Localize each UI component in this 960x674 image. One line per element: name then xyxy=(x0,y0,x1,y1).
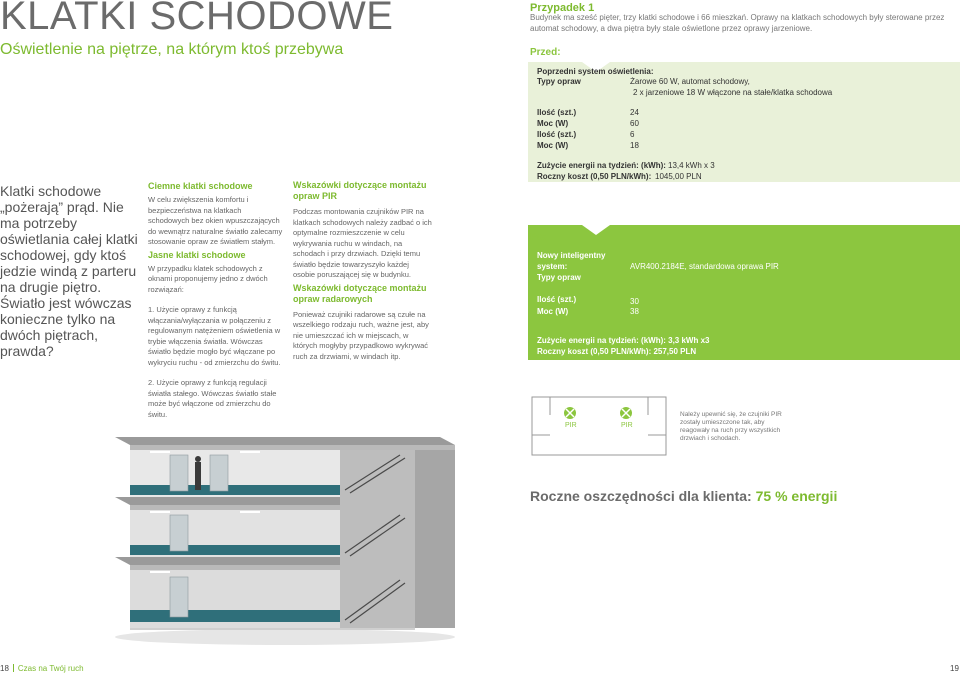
case-description: Budynek ma sześć pięter, trzy klatki schodowe i 66 mieszkań. Oprawy na klatkach schodowych były sterowane przez automat schodowy, a dwa piętra były stale oświetlone przez oprawy jarzeniowe. xyxy=(530,13,945,33)
radar-tips-heading: Wskazówki dotyczące montażu opraw radarowych xyxy=(293,282,427,304)
pir-tips-heading: Wskazówki dotyczące montażu opraw PIR xyxy=(293,180,427,201)
pir-label: PIR xyxy=(565,422,577,429)
after-qty-label: Ilość (szt.) xyxy=(537,295,577,304)
before-row-value: 18 xyxy=(630,141,639,150)
building-illustration xyxy=(110,415,460,645)
diagram-note: Należy upewnić się, że czujniki PIR zostały umieszczone tak, aby reagowały na ruch przy wszystkich drzwiach i schodach. xyxy=(680,411,782,442)
page-number-left: 18 xyxy=(0,664,9,673)
before-types-line1: Żarowe 60 W, automat schodowy, xyxy=(630,77,750,86)
before-row-value: 60 xyxy=(630,119,639,128)
after-power-label: Moc (W) xyxy=(537,307,569,316)
case-title: Przypadek 1 xyxy=(530,2,595,14)
before-cost-value: 1045,00 PLN xyxy=(655,172,702,181)
before-types-label: Typy opraw xyxy=(537,77,581,86)
before-types-line2: 2 x jarzeniowe 18 W włączone na stałe/klatka schodowa xyxy=(633,88,833,97)
before-row-value: 6 xyxy=(630,130,635,139)
after-label: Po: xyxy=(530,232,547,243)
before-cost-label: Roczny koszt (0,50 PLN/kWh): xyxy=(537,172,652,181)
dark-stairwells-heading: Ciemne klatki schodowe xyxy=(148,181,253,191)
bright-stairwells-heading: Jasne klatki schodowe xyxy=(148,249,246,260)
dark-stairwells-text: W celu zwiększenia komfortu i bezpieczeństwa na klatkach schodowych bez okien wpuszczających do wewnątrz naturalne światło zalecamy stosowanie opraw ze światłem stałym. xyxy=(148,195,283,246)
bright-stairwells-text: W przypadku klatek schodowych z oknami proponujemy jedno z dwóch rozwiązań: xyxy=(148,263,268,294)
before-label: Przed: xyxy=(530,47,561,58)
after-cost-line: Roczny koszt (0,50 PLN/kWh): 257,50 PLN xyxy=(537,347,697,356)
after-energy-line: Zużycie energii na tydzień: (kWh): 3,3 kWh x3 xyxy=(537,336,710,345)
after-power-value: 38 xyxy=(630,307,639,316)
pir-tips-text: Podczas montowania czujników PIR na klatkach schodowych należy zadbać o ich optymalne rozmieszczenie w celu wykrywania ruchu w windach, na schodach i przy drzwiach. Dzięki temu światło będzie towarzyszyło każdej osobie poruszającej się w budynku. xyxy=(293,207,432,279)
before-row-label: Moc (W) xyxy=(537,141,569,150)
after-new-system-line2: system: xyxy=(537,262,568,271)
intro-question: Klatki schodowe „pożerają” prąd. Nie ma potrzeby oświetlania całej klatki schodowej, gdy ktoś jedzie windą z parteru na drugie piętro. Światło jest wówczas konieczne tylko na dwóch piętrach, prawda? xyxy=(0,183,138,359)
after-qty-value: 30 xyxy=(630,297,639,306)
tips-column-2 xyxy=(293,180,433,362)
pir-placement-diagram xyxy=(530,395,670,460)
before-energy-value: 13,4 kWh x 3 xyxy=(668,161,715,170)
footer-separator xyxy=(13,664,14,672)
footer-section: Czas na Twój ruch xyxy=(17,664,84,673)
after-new-system-line1: Nowy inteligentny xyxy=(537,251,606,260)
page-number-right: 19 xyxy=(950,664,959,673)
after-new-system-value: AVR400.2184E, standardowa oprawa PIR xyxy=(630,262,779,271)
solution-2-text: 2. Użycie oprawy z funkcją regulacji światła stałego. Wówczas światło stałe może być włączone od zmierzchu do świtu. xyxy=(148,378,277,419)
panel-notch xyxy=(582,225,610,235)
pir-sensor-icon xyxy=(564,407,576,419)
page-title: KLATKI SCHODOWE xyxy=(0,0,394,38)
annual-savings xyxy=(530,488,837,504)
pir-label: PIR xyxy=(621,422,633,429)
tips-column-1 xyxy=(148,181,283,420)
savings-value: 75 % energii xyxy=(755,488,838,504)
solution-1-text: 1. Użycie oprawy z funkcją włączania/wyłączania w połączeniu z regulowanym natężeniem oświetlenia w trybie włączenia światła. Wówczas światło będzie mogło być włączane po wykryciu ruchu - od zmierzchu do świtu. xyxy=(148,305,281,367)
before-energy-label: Zużycie energii na tydzień: (kWh): xyxy=(537,161,666,170)
before-row-value: 24 xyxy=(630,108,639,117)
footer-left xyxy=(0,664,84,673)
after-types-label: Typy opraw xyxy=(537,273,581,282)
before-system-heading: Poprzedni system oświetlenia: xyxy=(537,67,654,76)
savings-text: Roczne oszczędności dla klienta: xyxy=(530,488,752,504)
before-row-label: Ilość (szt.) xyxy=(537,108,577,117)
before-row-label: Ilość (szt.) xyxy=(537,130,577,139)
pir-sensor-icon xyxy=(620,407,632,419)
before-row-label: Moc (W) xyxy=(537,119,569,128)
radar-tips-text: Ponieważ czujniki radarowe są czułe na wszelkiego rodzaju ruch, ważne jest, aby nie umieszczać ich w miejscach, w których mogłyby przypadkowo wykrywać ruch za drzwiami, w windach itp. xyxy=(293,309,429,361)
page-subtitle: Oświetlenie na piętrze, na którym ktoś przebywa xyxy=(0,41,344,58)
